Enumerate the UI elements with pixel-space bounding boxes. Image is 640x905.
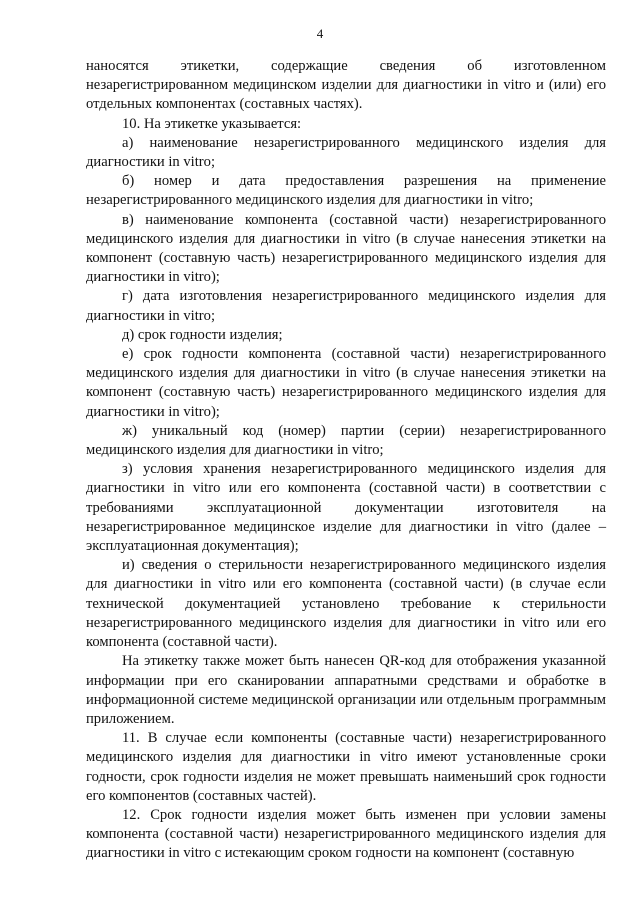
paragraph: На этикетку также может быть нанесен QR-код для отображения указанной информации при его сканировании аппаратными средствами и обработке в информационной системе медицинской организации или отдельным программным приложением. bbox=[86, 653, 606, 727]
page-number: 4 bbox=[316, 26, 324, 41]
document-body bbox=[86, 57, 606, 864]
paragraph: и) сведения о стерильности незарегистрированного медицинского изделия для диагностики in vitro или его компонента (составной части) (в случае если технической документацией установлено требование к стерильности незарегистрированного медицинского изделия для диагностики in vitro или его компонента (составной части). bbox=[86, 557, 606, 651]
paragraph: 11. В случае если компоненты (составные части) незарегистрированного медицинского изделия для диагностики in vitro имеют установленные сроки годности, срок годности изделия не может превышать наименьший срок годности его компонентов (составных частей). bbox=[86, 730, 606, 804]
paragraph: г) дата изготовления незарегистрированного медицинского изделия для диагностики in vitro; bbox=[86, 288, 606, 324]
paragraph: в) наименование компонента (составной части) незарегистрированного медицинского изделия для диагностики in vitro (в случае нанесения этикетки на компонент (составную часть) незарегистрированного медицинского изделия для диагностики in vitro); bbox=[86, 211, 606, 286]
paragraph: ж) уникальный код (номер) партии (серии) незарегистрированного медицинского изделия для диагностики in vitro; bbox=[86, 422, 606, 459]
paragraph: е) срок годности компонента (составной части) незарегистрированного медицинского изделия для диагностики in vitro (в случае нанесения этикетки на компонент (составную часть) незарегистрированного медицинского изделия для диагностики in vitro); bbox=[86, 346, 606, 420]
paragraph: 10. На этикетке указывается: bbox=[122, 115, 302, 132]
paragraph: д) срок годности изделия; bbox=[122, 326, 283, 343]
paragraph: наносятся этикетки, содержащие сведения об изготовленном незарегистрированном медицинском изделии для диагностики in vitro и (или) его отдельных компонентах (составных частях). bbox=[86, 58, 606, 113]
paragraph: а) наименование незарегистрированного медицинского изделия для диагностики in vitro; bbox=[86, 134, 606, 171]
paragraph: 12. Срок годности изделия может быть изменен при условии замены компонента (составной части) незарегистрированного медицинского изделия для диагностики in vitro с истекающим сроком годности на компонент (составную bbox=[86, 806, 606, 862]
paragraph: з) условия хранения незарегистрированного медицинского изделия для диагностики in vitro или его компонента (составной части) в соответствии с требованиями эксплуатационной документации изготовителя на незарегистрированное медицинское изделие для диагностики in vitro (далее – эксплуатационная документация); bbox=[86, 461, 606, 555]
paragraph: б) номер и дата предоставления разрешения на применение незарегистрированного медицинского изделия для диагностики in vitro; bbox=[86, 173, 606, 209]
